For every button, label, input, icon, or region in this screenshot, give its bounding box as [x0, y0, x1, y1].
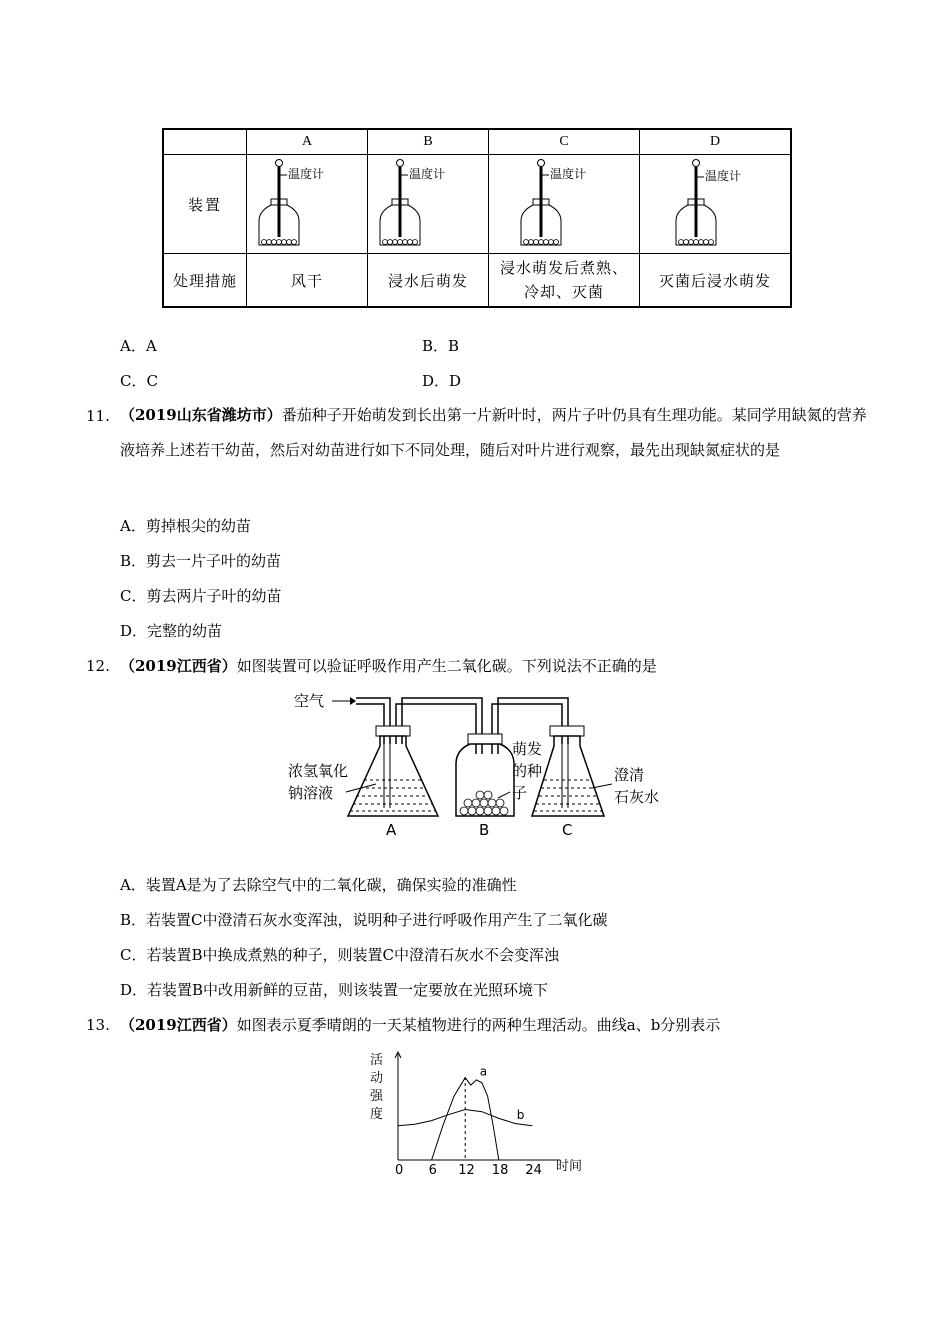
- jar-thermometer-d-illustration: [640, 155, 790, 249]
- flask-c-label: C: [562, 821, 573, 839]
- apparatus-cell-c: [489, 155, 640, 254]
- x-tick-6: 6: [428, 1163, 437, 1178]
- x-axis-label: 时间: [556, 1159, 583, 1174]
- treatment-cell-a: 风干: [247, 254, 368, 308]
- respiration-apparatus-figure: [280, 684, 680, 844]
- activity-chart: [360, 1048, 600, 1178]
- bottle-b-label: B: [479, 821, 490, 839]
- q10-option-d[interactable]: D．D: [422, 372, 462, 390]
- q10-option-a[interactable]: A．A: [120, 337, 157, 355]
- thermometer-label-a: 温度计: [288, 167, 325, 181]
- q11-option-d[interactable]: D．完整的幼苗: [120, 622, 223, 640]
- q12-option-b[interactable]: B．若装置C中澄清石灰水变浑浊，说明种子进行呼吸作用产生了二氧化碳: [120, 911, 608, 929]
- flask-c-illustration: [532, 726, 604, 839]
- curve-a-label: a: [479, 1064, 488, 1079]
- curve-b-line: [398, 1107, 532, 1126]
- q13-stem-text: 如图表示夏季晴朗的一天某植物进行的两种生理活动。曲线a、b分别表示: [236, 1016, 721, 1034]
- x-tick-18: 18: [491, 1163, 509, 1178]
- flask-a-label: A: [386, 821, 397, 839]
- bottle-b-illustration: [456, 734, 514, 839]
- apparatus-row-label: 装置: [163, 155, 247, 254]
- thermometer-label-c: 温度计: [550, 167, 587, 181]
- q11-stem-text: 番茄种子开始萌发到长出第一片新叶时，两片子叶仍具有生理功能。某同学用缺氮的营养液培养上述若干幼苗，然后对幼苗进行如下不同处理，随后对叶片进行观察，最先出现缺氮症状的是: [120, 406, 867, 459]
- treatment-row-label: 处理措施: [163, 254, 247, 308]
- x-tick-12: 12: [458, 1163, 475, 1178]
- apparatus-cell-a: [247, 155, 368, 254]
- q11-number: 11.: [86, 407, 110, 425]
- q12-option-d[interactable]: D．若装置B中改用新鲜的豆苗，则该装置一定要放在光照环境下: [120, 981, 549, 999]
- jar-thermometer-a-illustration: [247, 155, 367, 249]
- jar-thermometer-c-illustration: [489, 155, 639, 249]
- y-axis-label: 活动强度: [370, 1053, 384, 1122]
- thermometer-label-d: 温度计: [705, 169, 742, 183]
- naoh-label-line2: 钠溶液: [288, 784, 334, 802]
- q11-option-a[interactable]: A．剪掉根尖的幼苗: [120, 517, 251, 535]
- treatment-cell-c: 浸水萌发后煮熟、 冷却、灭菌: [489, 254, 640, 308]
- q12-number: 12.: [86, 657, 110, 675]
- table-corner-cell: [163, 129, 247, 155]
- curve-b-label: b: [516, 1107, 525, 1122]
- q11-source: （2019山东省潍坊市）: [120, 406, 282, 424]
- table-header-row: [163, 129, 791, 155]
- thermometer-label-b: 温度计: [409, 167, 446, 181]
- q12-stem-text: 如图装置可以验证呼吸作用产生二氧化碳。下列说法不正确的是: [236, 657, 657, 675]
- treatment-row: [163, 254, 791, 308]
- column-header-a: A: [247, 129, 368, 155]
- column-header-d: D: [640, 129, 792, 155]
- q12-stem: [120, 656, 657, 676]
- treatment-cell-d: 灭菌后浸水萌发: [640, 254, 792, 308]
- naoh-label-line1: 浓氢氧化: [288, 762, 349, 780]
- x-tick-0: 0: [395, 1163, 404, 1178]
- q11-option-b[interactable]: B．剪去一片子叶的幼苗: [120, 552, 282, 570]
- air-label: 空气: [294, 692, 325, 710]
- seeds-label-line1: 萌发: [512, 740, 543, 758]
- treatment-cell-b: 浸水后萌发: [368, 254, 489, 308]
- seeds-label-line2: 的种: [512, 762, 543, 780]
- experiment-table: [162, 128, 792, 308]
- flask-a-illustration: [348, 726, 438, 839]
- column-header-c: C: [489, 129, 640, 155]
- apparatus-row: [163, 155, 791, 254]
- q12-source: （2019江西省）: [120, 657, 237, 675]
- q13-number: 13.: [86, 1016, 110, 1034]
- q10-option-b[interactable]: B．B: [422, 337, 460, 355]
- apparatus-cell-d: [640, 155, 792, 254]
- q12-option-a[interactable]: A．装置A是为了去除空气中的二氧化碳，确保实验的准确性: [120, 876, 517, 894]
- x-tick-24: 24: [525, 1163, 542, 1178]
- seeds-label-line3: 子: [512, 784, 528, 802]
- column-header-b: B: [368, 129, 489, 155]
- q10-option-c[interactable]: C．C: [120, 372, 158, 390]
- apparatus-cell-b: [368, 155, 489, 254]
- q12-option-c[interactable]: C．若装置B中换成煮熟的种子，则装置C中澄清石灰水不会变浑浊: [120, 946, 559, 964]
- q13-source: （2019江西省）: [120, 1016, 237, 1034]
- q11-stem: [120, 398, 880, 468]
- limewater-label-line1: 澄清: [614, 766, 645, 784]
- q13-stem: [120, 1015, 720, 1035]
- q11-option-c[interactable]: C．剪去两片子叶的幼苗: [120, 587, 282, 605]
- limewater-label-line2: 石灰水: [614, 788, 660, 806]
- jar-thermometer-b-illustration: [368, 155, 488, 249]
